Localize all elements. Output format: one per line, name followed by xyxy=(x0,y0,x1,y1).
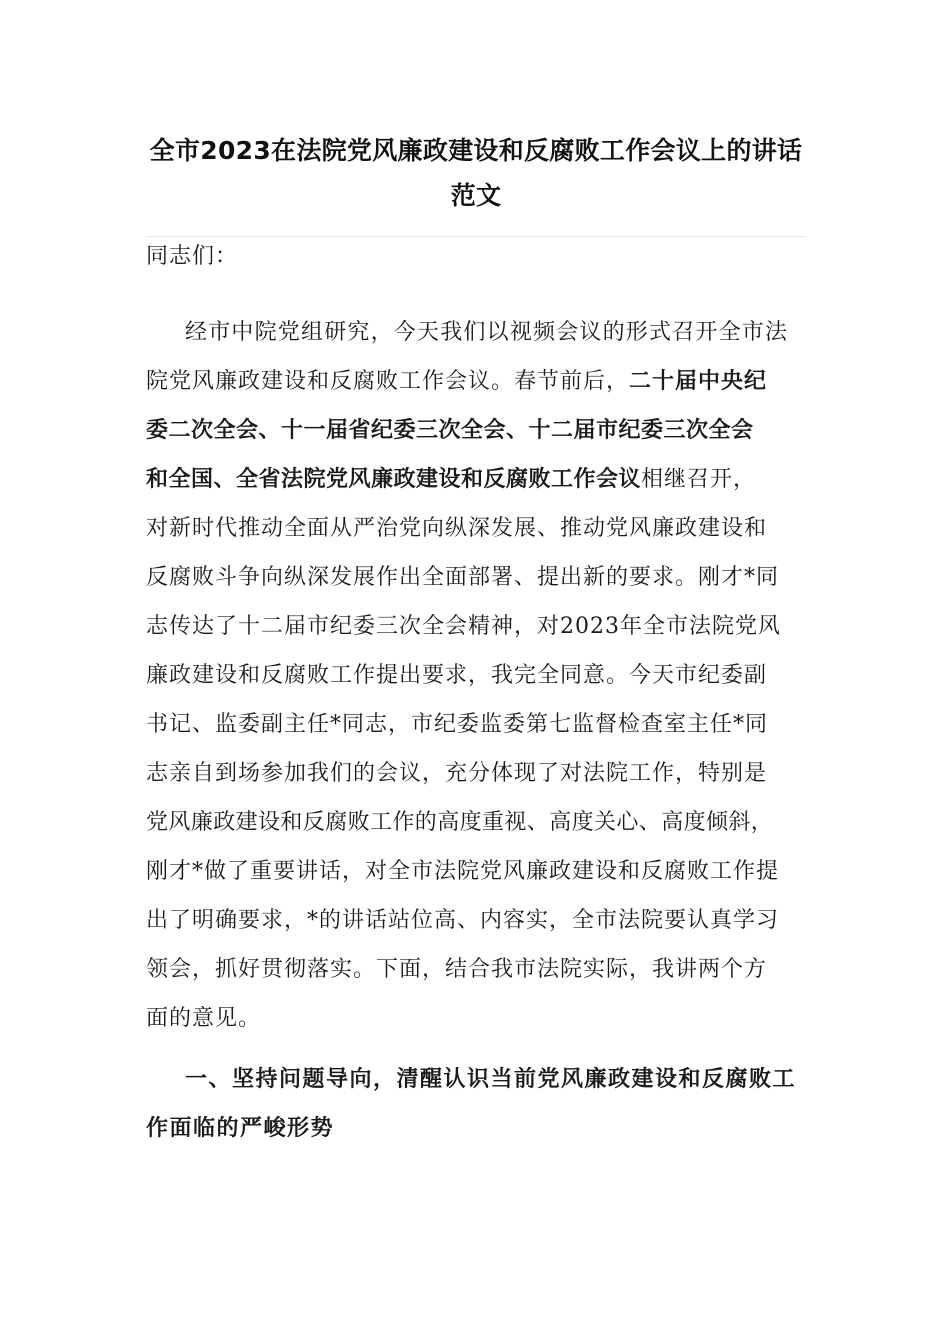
paragraph-line: 对新时代推动全面从严治党向纵深发展、推动党风廉政建设和 xyxy=(146,516,768,541)
paragraph-line: 反腐败斗争向纵深发展作出全面部署、提出新的要求。刚才*同 xyxy=(146,565,780,590)
paragraph-line: 面的意见。 xyxy=(146,1006,262,1031)
title-divider xyxy=(146,236,806,237)
paragraph-line: 领会，抓好贯彻落实。下面，结合我市法院实际，我讲两个方 xyxy=(146,957,768,982)
paragraph-emphasis: 和全国、全省法院党风廉政建设和反腐败工作会议 xyxy=(146,467,642,492)
document-title xyxy=(146,128,806,218)
paragraph-line: 书记、监委副主任*同志，市纪委监委第七监督检查室主任*同 xyxy=(146,712,769,737)
paragraph-emphasis: 二十届中央纪 xyxy=(629,369,768,394)
title-line-1: 全市2023在法院党风廉政建设和反腐败工作会议上的讲话 xyxy=(149,136,803,165)
salutation: 同志们： xyxy=(146,244,239,269)
paragraph-line: 出了明确要求，*的讲话站位高、内容实，全市法院要认真学习 xyxy=(146,908,780,933)
paragraph-text: 院党风廉政建设和反腐败工作会议。春节前后， xyxy=(146,369,630,394)
paragraph-emphasis-line: 委二次全会、十一届省纪委三次全会、十二届市纪委三次全会 xyxy=(146,418,754,443)
paragraph-text: 相继召开， xyxy=(641,467,757,492)
paragraph-line: 志传达了十二届市纪委三次全会精神，对2023年全市法院党风 xyxy=(146,614,781,639)
paragraph-line: 志亲自到场参加我们的会议，充分体现了对法院工作，特别是 xyxy=(146,761,768,786)
paragraph-line: 廉政建设和反腐败工作提出要求，我完全同意。今天市纪委副 xyxy=(146,663,768,688)
paragraph-line: 刚才*做了重要讲话，对全市法院党风廉政建设和反腐败工作提 xyxy=(146,859,780,884)
paragraph-line xyxy=(146,363,767,400)
paragraph-line xyxy=(146,461,756,498)
paragraph-line: 党风廉政建设和反腐败工作的高度重视、高度关心、高度倾斜， xyxy=(146,810,774,835)
title-line-2: 范文 xyxy=(450,181,502,210)
paragraph-line: 经市中院党组研究，今天我们以视频会议的形式召开全市法 xyxy=(185,320,789,345)
section-heading-line: 一、坚持问题导向，清醒认识当前党风廉政建设和反腐败工 xyxy=(185,1067,797,1092)
section-heading-line: 作面临的严峻形势 xyxy=(146,1116,335,1141)
